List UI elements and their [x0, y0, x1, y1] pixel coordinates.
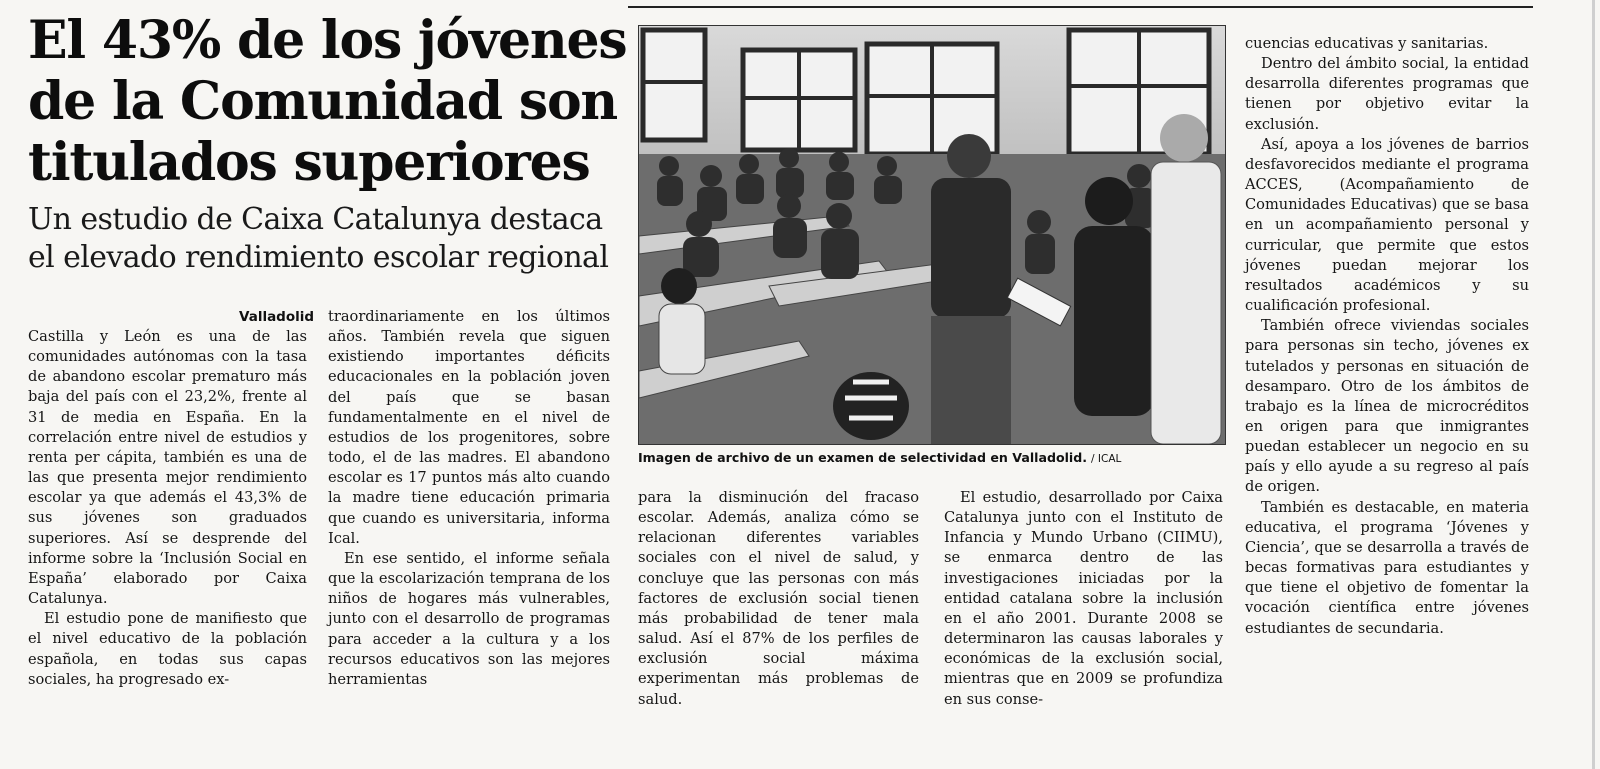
article-headline: El 43% de los jóvenes de la Comunidad son titulados superiores — [28, 10, 627, 193]
classroom-exam-photo — [638, 25, 1226, 445]
paragraph: cuencias educativas y sanitarias. — [1245, 35, 1489, 52]
paragraph: Así, apoya a los jóvenes de barrios desfavorecidos mediante el programa ACCES, (Acompañamiento de Comunidades Educativas) que se basa en un acompañamiento personal y curricular, que permite que estos jóvenes puedan mejorar los resultados académicos y su cualificación profesional. — [1245, 135, 1529, 315]
dateline-location: Valladolid — [239, 309, 315, 325]
paragraph: El estudio, desarrollado por Caixa Catalunya junto con el Instituto de Infancia y Mundo Urbano (CIIMU), se enmarca dentro de las investigaciones iniciadas por la entidad catalana sobre la inclusión en el año 2001. Durante 2008 se determinaron las causas laborales y económicas de la exclusión social, mientras que en 2009 se profundiza en sus conse- — [944, 489, 1223, 708]
text-column-2 — [328, 307, 610, 690]
paragraph: En ese sentido, el informe señala que la escolarización temprana de los niños de hogares más vulnerables, junto con el desarrollo de programas para acceder a la cultura y a los recursos educativos son las mejores herramientas — [328, 549, 610, 688]
photo-credit: / ICAL — [1091, 453, 1122, 465]
paragraph: También ofrece viviendas sociales para personas sin techo, jóvenes ex tutelados y personas en situación de desamparo. Otro de los ámbitos de trabajo es la línea de microcréditos en origen para que inmigrantes puedan establecer un negocio en su país y ello ayude a su regreso al país de origen. — [1245, 317, 1529, 496]
paragraph: El estudio pone de manifiesto que el nivel educativo de la población española, en todas sus capas sociales, ha progresado ex- — [28, 610, 307, 688]
photo-image — [639, 26, 1225, 444]
caption-text: Imagen de archivo de un examen de selectividad en Valladolid. — [638, 450, 1088, 465]
photo-caption — [638, 450, 1238, 465]
paragraph: traordinariamente en los últimos años. También revela que siguen existiendo importantes déficits educacionales en la población joven del país que se basan fundamentalmente en el nivel de estudios de los progenitores, sobre todo, el de las madres. El abandono escolar es 17 puntos más alto cuando la madre tiene educación primaria que cuando es universitaria, informa Ical. — [328, 308, 610, 547]
page-edge — [1592, 0, 1595, 769]
paragraph: Dentro del ámbito social, la entidad desarrolla diferentes programas que tienen por objetivo evitar la exclusión. — [1245, 55, 1529, 133]
paragraph: para la disminución del fracaso escolar. Además, analiza cómo se relacionan diferentes variables sociales con el nivel de salud, y concluye que las personas con más factores de exclusión social tienen más probabilidad de tener mala salud. Así el 87% de los perfiles de exclusión social máxima experimentan más problemas de salud. — [638, 489, 919, 708]
text-column-5 — [1245, 34, 1529, 639]
text-column-3 — [638, 488, 919, 710]
paragraph: Castilla y León es una de las comunidades autónomas con la tasa de abandono escolar prematuro más baja del país con el 23,2%, frente al 31 de media en España. En la correlación entre nivel de estudios y renta per cápita, también es una de las que presenta mejor rendimiento escolar ya que además el 43,3% de sus jóvenes son graduados superiores. Así se desprende del informe sobre la ‘Inclusión Social en España’ elaborado por Caixa Catalunya. — [28, 328, 307, 608]
text-column-1 — [28, 327, 307, 690]
article-subheadline: Un estudio de Caixa Catalunya destaca el elevado rendimiento escolar regional — [28, 202, 609, 275]
paragraph: También es destacable, en materia educativa, el programa ‘Jóvenes y Ciencia’, que se desarrolla a través de becas formativas para estudiantes y que tiene el objetivo de fomentar la vocación científica entre jóvenes estudiantes de secundaria. — [1245, 498, 1529, 637]
top-rule — [628, 6, 1533, 8]
text-column-4 — [944, 488, 1223, 710]
